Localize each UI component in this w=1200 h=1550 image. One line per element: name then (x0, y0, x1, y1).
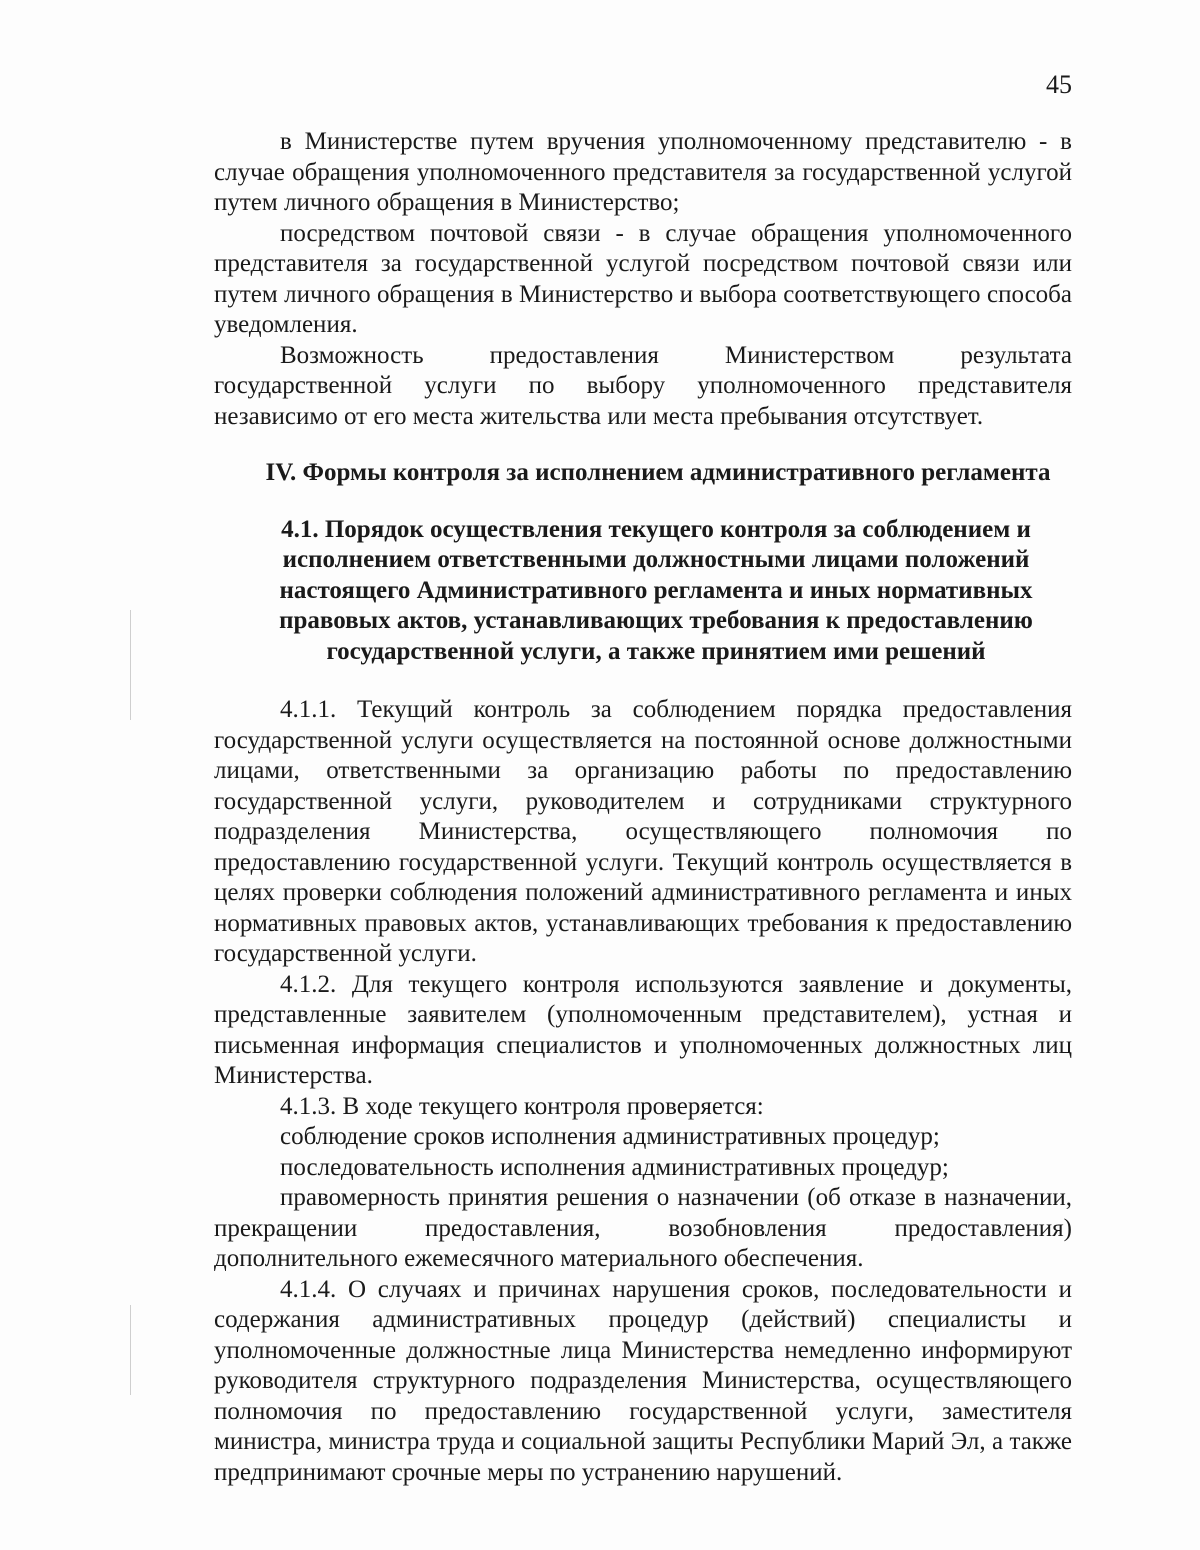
paragraph: посредством почтовой связи - в случае обращения уполномоченного представителя за государственной услугой посредством почтовой связи или путем личного обращения в Министерство и выбора соответствующего способа уведомления. (214, 219, 1072, 338)
paragraph: Возможность предоставления Министерством результата государственной услуги по выбору уполномоченного представителя независимо от его места жительства или места пребывания отсутствует. (214, 341, 1072, 430)
document-body (214, 127, 1072, 1488)
paragraph: 4.1.4. О случаях и причинах нарушения сроков, последовательности и содержания административных процедур (действий) специалисты и уполномоченные должностные лица Министерства немедленно информируют руководителя структурного подразделения Министерства, осуществляющего полномочия по предоставлению государственной услуги, заместителя министра, министра труда и социальной защиты Республики Марий Эл, а также предпринимают срочные меры по устранению нарушений. (214, 1275, 1072, 1486)
scan-edge-mark (130, 610, 131, 720)
chapter-heading: IV. Формы контроля за исполнением административного регламента (265, 459, 1051, 486)
list-item: последовательность исполнения административных процедур; (280, 1153, 949, 1181)
section-heading: 4.1. Порядок осуществления текущего контроля за соблюдением и исполнением ответственными должностными лицами положений настоящего Административного регламента и иных нормативных правовых актов, устанавливающих требования к предоставлению государственной услуги, а также принятием ими решений (279, 515, 1033, 665)
paragraph: 4.1.1. Текущий контроль за соблюдением порядка предоставления государственной услуги осуществляется на постоянной основе должностными лицами, ответственными за организацию работы по предоставлению государственной услуги, руководителем и сотрудниками структурного подразделения Министерства, осуществляющего полномочия по предоставлению государственной услуги. Текущий контроль осуществляется в целях проверки соблюдения положений административного регламента и иных нормативных правовых актов, устанавливающих требования к предоставлению государственной услуги. (214, 696, 1072, 967)
page-number: 45 (1046, 70, 1072, 99)
scan-edge-mark (130, 1305, 131, 1395)
list-item: правомерность принятия решения о назначении (об отказе в назначении, прекращении предоставления, возобновления предоставления) дополнительного ежемесячного материального обеспечения. (214, 1184, 1072, 1272)
paragraph: 4.1.3. В ходе текущего контроля проверяется: (280, 1092, 764, 1120)
paragraph: в Министерстве путем вручения уполномоченному представителю - в случае обращения уполномоченного представителя за государственной услугой путем личного обращения в Министерство; (214, 128, 1072, 216)
list-item: соблюдение сроков исполнения административных процедур; (280, 1123, 940, 1150)
paragraph: 4.1.2. Для текущего контроля используются заявление и документы, представленные заявителем (уполномоченным представителем), устная и письменная информация специалистов и уполномоченных должностных лиц Министерства. (214, 970, 1072, 1089)
